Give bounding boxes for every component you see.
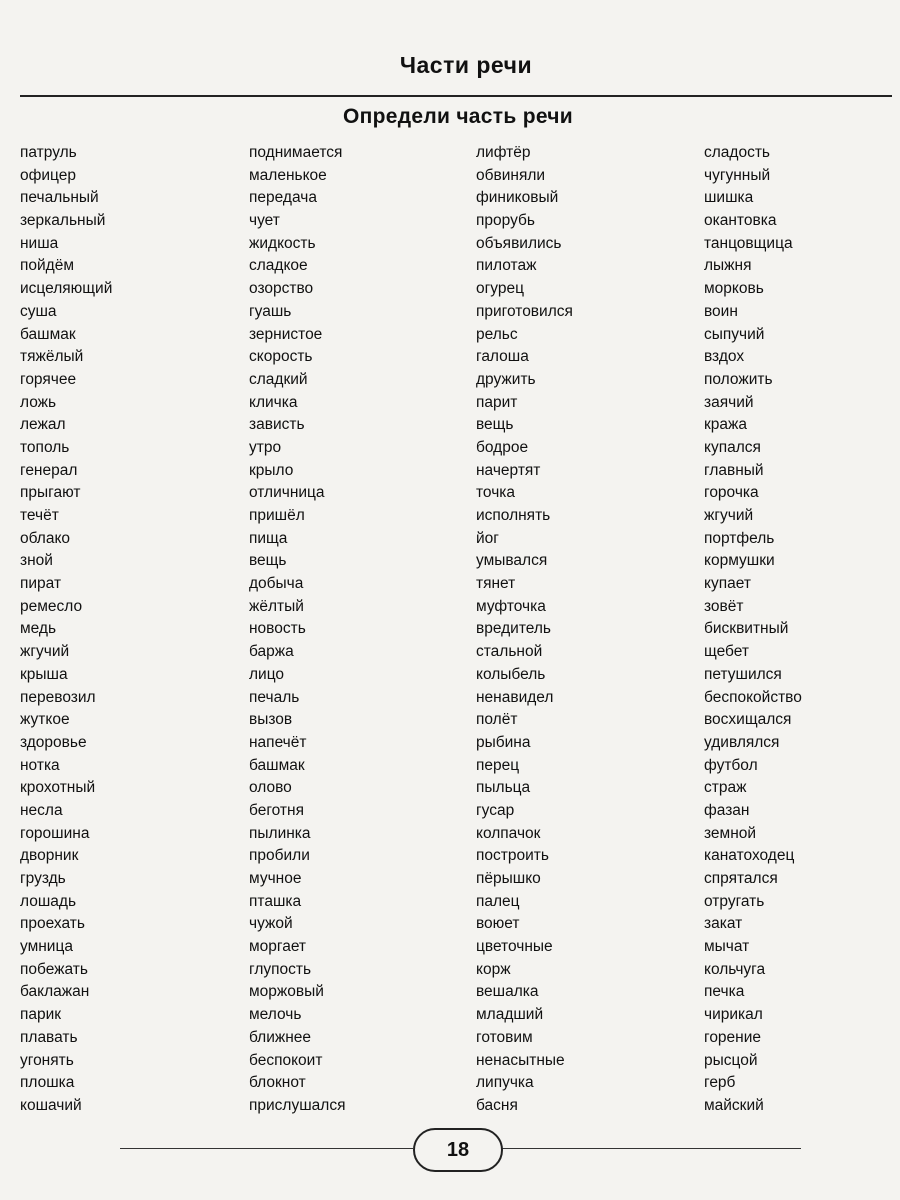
page-title: Части речи bbox=[399, 52, 533, 78]
word-item: нотка bbox=[20, 756, 60, 774]
page-number: 18 bbox=[413, 1128, 503, 1172]
word-item: крыша bbox=[20, 665, 68, 683]
word-item: напечёт bbox=[249, 733, 307, 751]
word-item: новость bbox=[249, 620, 306, 638]
word-item: положить bbox=[704, 370, 773, 388]
word-item: пёрышко bbox=[476, 870, 541, 887]
word-item: беспокоит bbox=[249, 1051, 323, 1069]
word-item: лошадь bbox=[20, 892, 77, 910]
word-item: герб bbox=[704, 1074, 736, 1092]
word-item: мучное bbox=[249, 870, 302, 887]
word-item: закат bbox=[704, 915, 743, 933]
word-item: морковь bbox=[704, 280, 764, 298]
word-item: галоша bbox=[476, 348, 529, 366]
word-item: побежать bbox=[20, 960, 88, 978]
word-item: басня bbox=[476, 1096, 518, 1114]
title-divider bbox=[20, 95, 892, 97]
word-item: вещь bbox=[249, 552, 287, 570]
word-item: огурец bbox=[476, 280, 524, 298]
word-item: кошачий bbox=[20, 1096, 82, 1114]
word-item: купает bbox=[704, 575, 751, 593]
word-item: плошка bbox=[20, 1074, 75, 1092]
word-item: удивлялся bbox=[704, 733, 780, 751]
footer-line-left bbox=[120, 1148, 413, 1149]
word-item: майский bbox=[704, 1096, 764, 1114]
word-item: баклажан bbox=[20, 983, 90, 1001]
word-item: прислушался bbox=[249, 1096, 346, 1114]
word-item: несла bbox=[20, 801, 63, 819]
word-item: перец bbox=[476, 756, 520, 774]
word-item: исполнять bbox=[476, 507, 551, 524]
word-item: рысцой bbox=[704, 1051, 758, 1069]
word-item: окантовка bbox=[704, 212, 777, 230]
word-item: приготовился bbox=[476, 302, 573, 320]
word-item: горочка bbox=[704, 484, 759, 502]
word-item: бисквитный bbox=[704, 620, 789, 638]
word-item: сладкий bbox=[249, 370, 308, 388]
word-item: пылинка bbox=[249, 824, 311, 842]
word-item: башмак bbox=[20, 325, 76, 343]
word-item: крыло bbox=[249, 461, 294, 479]
word-item: прорубь bbox=[476, 212, 535, 230]
word-item: зависть bbox=[249, 416, 305, 434]
word-item: футбол bbox=[704, 756, 758, 774]
word-item: угонять bbox=[20, 1051, 74, 1069]
word-item: канатоходец bbox=[704, 847, 795, 865]
word-item: зовёт bbox=[704, 597, 744, 615]
word-item: генерал bbox=[20, 461, 78, 479]
word-item: воюет bbox=[476, 915, 520, 933]
word-item: жуткое bbox=[20, 711, 70, 729]
word-item: щебет bbox=[704, 643, 749, 661]
word-item: ненавидел bbox=[476, 688, 554, 706]
word-item: тяжёлый bbox=[20, 348, 84, 366]
word-item: йог bbox=[476, 529, 499, 547]
word-column-3 bbox=[476, 142, 686, 1118]
word-item: зернистое bbox=[249, 325, 323, 343]
word-item: главный bbox=[704, 461, 764, 479]
word-item: течёт bbox=[20, 507, 59, 524]
word-item: финиковый bbox=[476, 189, 559, 207]
word-item: сыпучий bbox=[704, 325, 765, 343]
word-item: отличница bbox=[249, 484, 325, 502]
word-item: чует bbox=[249, 212, 280, 230]
word-item: здоровье bbox=[20, 733, 87, 751]
word-item: добыча bbox=[249, 575, 304, 593]
word-item: жгучий bbox=[20, 643, 70, 661]
word-item: стальной bbox=[476, 643, 543, 661]
word-item: озорство bbox=[249, 280, 314, 298]
word-item: пришёл bbox=[249, 507, 305, 524]
word-item: муфточка bbox=[476, 597, 546, 615]
word-item: пробили bbox=[249, 847, 310, 865]
word-item: лежал bbox=[20, 416, 66, 434]
word-item: вздох bbox=[704, 348, 745, 366]
word-item: палец bbox=[476, 892, 520, 910]
word-item: мычат bbox=[704, 938, 750, 956]
word-item: башмак bbox=[249, 756, 305, 774]
word-item: фазан bbox=[704, 801, 750, 819]
word-item: пыльца bbox=[476, 779, 531, 797]
word-item: скорость bbox=[249, 348, 313, 366]
word-item: крохотный bbox=[20, 779, 96, 797]
word-item: медь bbox=[20, 620, 57, 638]
word-item: беспокойство bbox=[704, 688, 802, 706]
word-item: чугунный bbox=[704, 166, 771, 184]
word-item: тополь bbox=[20, 438, 70, 456]
word-item: перевозил bbox=[20, 688, 96, 706]
word-item: корж bbox=[476, 960, 511, 978]
word-item: кража bbox=[704, 416, 748, 434]
word-item: чирикал bbox=[704, 1006, 763, 1024]
word-item: лыжня bbox=[704, 257, 752, 275]
word-column-4 bbox=[704, 142, 900, 1118]
word-item: петушился bbox=[704, 665, 782, 683]
word-item: колыбель bbox=[476, 665, 546, 683]
word-item: начертят bbox=[476, 461, 541, 479]
word-item: ниша bbox=[20, 234, 59, 252]
word-item: зеркальный bbox=[20, 212, 106, 230]
word-item: пойдём bbox=[20, 257, 74, 275]
word-item: печальный bbox=[20, 189, 99, 207]
word-item: олово bbox=[249, 779, 292, 797]
word-item: поднимается bbox=[249, 144, 343, 161]
word-item: кольчуга bbox=[704, 960, 766, 978]
word-item: жёлтый bbox=[249, 597, 304, 615]
word-item: исцеляющий bbox=[20, 280, 113, 298]
word-item: рыбина bbox=[476, 733, 531, 751]
word-item: прыгают bbox=[20, 484, 81, 502]
word-item: маленькое bbox=[249, 166, 327, 184]
word-item: пища bbox=[249, 529, 288, 547]
word-item: обвиняли bbox=[476, 166, 546, 184]
word-item: плавать bbox=[20, 1028, 78, 1046]
word-item: портфель bbox=[704, 529, 775, 547]
word-column-2 bbox=[249, 142, 459, 1118]
word-item: колпачок bbox=[476, 824, 541, 842]
word-column-1 bbox=[20, 142, 230, 1118]
word-item: купался bbox=[704, 438, 761, 456]
word-item: умывался bbox=[476, 552, 548, 570]
word-item: печаль bbox=[249, 688, 300, 706]
word-item: спрятался bbox=[704, 870, 778, 887]
word-item: готовим bbox=[476, 1028, 533, 1046]
word-item: парик bbox=[20, 1006, 62, 1024]
word-item: горение bbox=[704, 1028, 762, 1046]
word-item: лицо bbox=[249, 665, 285, 683]
word-item: пират bbox=[20, 575, 62, 593]
word-item: шишка bbox=[704, 189, 754, 207]
word-item: печка bbox=[704, 983, 745, 1001]
word-item: проехать bbox=[20, 915, 85, 933]
word-item: зной bbox=[20, 552, 53, 570]
word-item: моргает bbox=[249, 938, 307, 956]
word-item: чужой bbox=[249, 915, 293, 933]
word-item: вредитель bbox=[476, 620, 551, 638]
word-item: вещь bbox=[476, 416, 514, 434]
word-item: патруль bbox=[20, 144, 77, 161]
word-item: утро bbox=[249, 438, 282, 456]
word-item: бодрое bbox=[476, 438, 529, 456]
word-item: облако bbox=[20, 529, 71, 547]
word-item: вызов bbox=[249, 711, 293, 729]
word-item: жгучий bbox=[704, 507, 754, 524]
word-item: горошина bbox=[20, 824, 90, 842]
word-item: ложь bbox=[20, 393, 57, 411]
footer-line-right bbox=[501, 1148, 801, 1149]
word-item: кормушки bbox=[704, 552, 775, 570]
word-item: ненасытные bbox=[476, 1051, 565, 1069]
word-item: мелочь bbox=[249, 1006, 302, 1024]
word-item: вешалка bbox=[476, 983, 539, 1001]
word-item: передача bbox=[249, 189, 317, 207]
word-item: объявились bbox=[476, 234, 562, 252]
word-item: отругать bbox=[704, 892, 765, 910]
word-item: цветочные bbox=[476, 938, 553, 956]
word-item: построить bbox=[476, 847, 549, 865]
word-item: кличка bbox=[249, 393, 298, 411]
word-item: ремесло bbox=[20, 597, 83, 615]
word-item: тянет bbox=[476, 575, 516, 593]
word-item: восхищался bbox=[704, 711, 792, 729]
word-item: липучка bbox=[476, 1074, 534, 1092]
word-item: гуашь bbox=[249, 302, 292, 320]
word-item: моржовый bbox=[249, 983, 324, 1001]
word-item: сладкое bbox=[249, 257, 308, 275]
word-item: умница bbox=[20, 938, 73, 956]
word-item: горячее bbox=[20, 370, 77, 388]
word-item: рельс bbox=[476, 325, 518, 343]
word-item: земной bbox=[704, 824, 757, 842]
word-item: гусар bbox=[476, 801, 515, 819]
word-item: младший bbox=[476, 1006, 544, 1024]
word-item: дружить bbox=[476, 370, 536, 388]
word-item: полёт bbox=[476, 711, 518, 729]
word-item: страж bbox=[704, 779, 747, 797]
word-item: лифтёр bbox=[476, 144, 531, 161]
word-item: груздь bbox=[20, 870, 66, 887]
word-item: точка bbox=[476, 484, 516, 502]
word-item: жидкость bbox=[249, 234, 316, 252]
exercise-title: Определи часть речи bbox=[343, 105, 573, 128]
word-item: воин bbox=[704, 302, 738, 320]
word-item: беготня bbox=[249, 801, 304, 819]
word-item: суша bbox=[20, 302, 57, 320]
word-item: ближнее bbox=[249, 1028, 312, 1046]
word-item: танцовщица bbox=[704, 234, 793, 252]
word-item: офицер bbox=[20, 166, 76, 184]
word-item: сладость bbox=[704, 144, 771, 161]
word-item: парит bbox=[476, 393, 518, 411]
word-item: пилотаж bbox=[476, 257, 537, 275]
word-item: глупость bbox=[249, 960, 312, 978]
word-item: дворник bbox=[20, 847, 79, 865]
word-item: баржа bbox=[249, 643, 294, 661]
word-item: пташка bbox=[249, 892, 302, 910]
word-item: блокнот bbox=[249, 1074, 306, 1092]
word-item: заячий bbox=[704, 393, 754, 411]
